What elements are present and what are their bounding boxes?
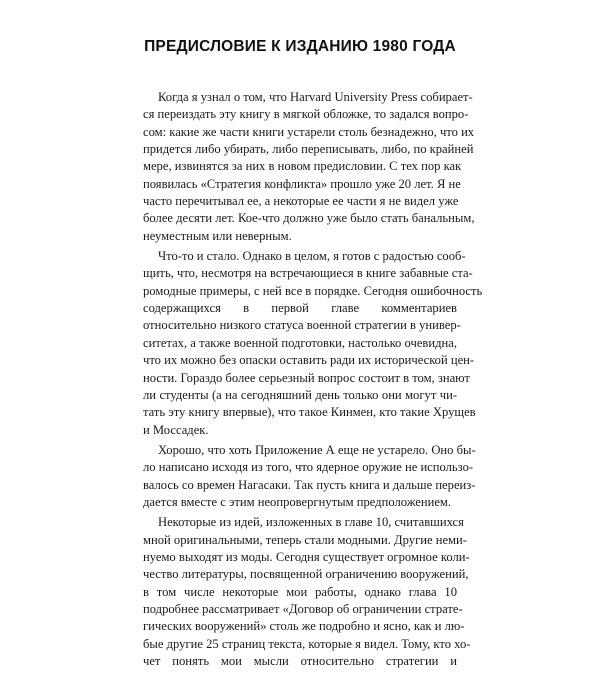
text-line: сом: какие же части книги устарели столь безнадежно, что их (143, 124, 475, 139)
text-line: ся переиздать эту книгу в мягкой обложке, то задался вопро- (143, 107, 469, 122)
text-line: чество литературы, посвященной ограничению вооружений, (143, 567, 469, 582)
text-line: чет понять мои мысли относительно стратегии и (143, 654, 457, 668)
text-line: мере, извинятся за них в новом предисловии. С тех пор как (143, 159, 462, 174)
text-line: гических вооружений» столь же подробно и ясно, как и лю- (143, 619, 465, 634)
text-line: мной оригинальными, теперь стали модными. Другие неми- (143, 532, 467, 547)
text-line: нуемо выходят из моды. Сегодня существует огромное коли- (143, 549, 470, 564)
text-line: бые другие 25 страниц текста, которые я видел. Тому, кто хо- (143, 636, 471, 651)
text-line: ромодные примеры, с ней все в порядке. Сегодня ошибочность (143, 283, 483, 298)
text-line: и Моссадек. (143, 422, 209, 437)
text-line: подробнее рассматривает «Договор об ограничении страте- (143, 601, 463, 616)
paragraph (143, 248, 483, 439)
text-line: ситетах, а также военной подготовки, настолько очевидна, (143, 335, 457, 350)
text-line: дается вместе с этим неопровергнутым предположением. (143, 494, 452, 509)
body-text (143, 89, 483, 673)
paragraph (143, 514, 471, 670)
text-line: Когда я узнал о том, что Harvard University Press собирает- (158, 90, 473, 104)
text-line: ло написано исходя из того, что ядерное оружие не использо- (143, 460, 474, 475)
text-line: содержащихся в первой главе комментариев (143, 301, 457, 316)
text-line: Что-то и стало. Однако в целом, я готов с радостью сооб- (158, 249, 466, 264)
text-line: неуместным или неверным. (143, 228, 292, 243)
text-line: щить, что, несмотря на встречающиеся в книге забавные ста- (143, 266, 473, 281)
paragraph (143, 442, 476, 511)
text-line: Хорошо, что хоть Приложение А еще не устарело. Оно бы- (158, 442, 476, 457)
text-line: относительно низкого статуса военной стратегии в универ- (143, 318, 461, 333)
text-line: ли студенты (а на сегодняшний день только они могут чи- (143, 387, 457, 402)
text-line: тать эту книгу впервые), что такое Кинмен, кто такие Хрущев (143, 405, 476, 420)
text-line: придется либо убирать, либо переписывать, либо, по крайней (143, 142, 474, 157)
text-line: появилась «Стратегия конфликта» прошло уже 20 лет. Я не (143, 176, 461, 191)
paragraph (143, 89, 475, 245)
text-line: валось со времен Нагасаки. Так пусть книга и дальше переиз- (143, 477, 476, 492)
text-line: в том числе некоторые мои работы, однако глава 10 (143, 584, 457, 599)
text-line: что их можно без опаски оставить ради их исторической цен- (143, 353, 475, 368)
text-line: более десяти лет. Кое-что должно уже было стать банальным, (143, 211, 475, 226)
text-line: Некоторые из идей, изложенных в главе 10, считавшихся (158, 515, 464, 530)
page-heading: ПРЕДИСЛОВИЕ К ИЗДАНИЮ 1980 ГОДА (144, 38, 456, 55)
text-line: ности. Гораздо более серьезный вопрос состоит в том, знают (143, 370, 470, 385)
text-line: часто перечитывал ее, а некоторые ее части я не видел уже (143, 194, 459, 209)
